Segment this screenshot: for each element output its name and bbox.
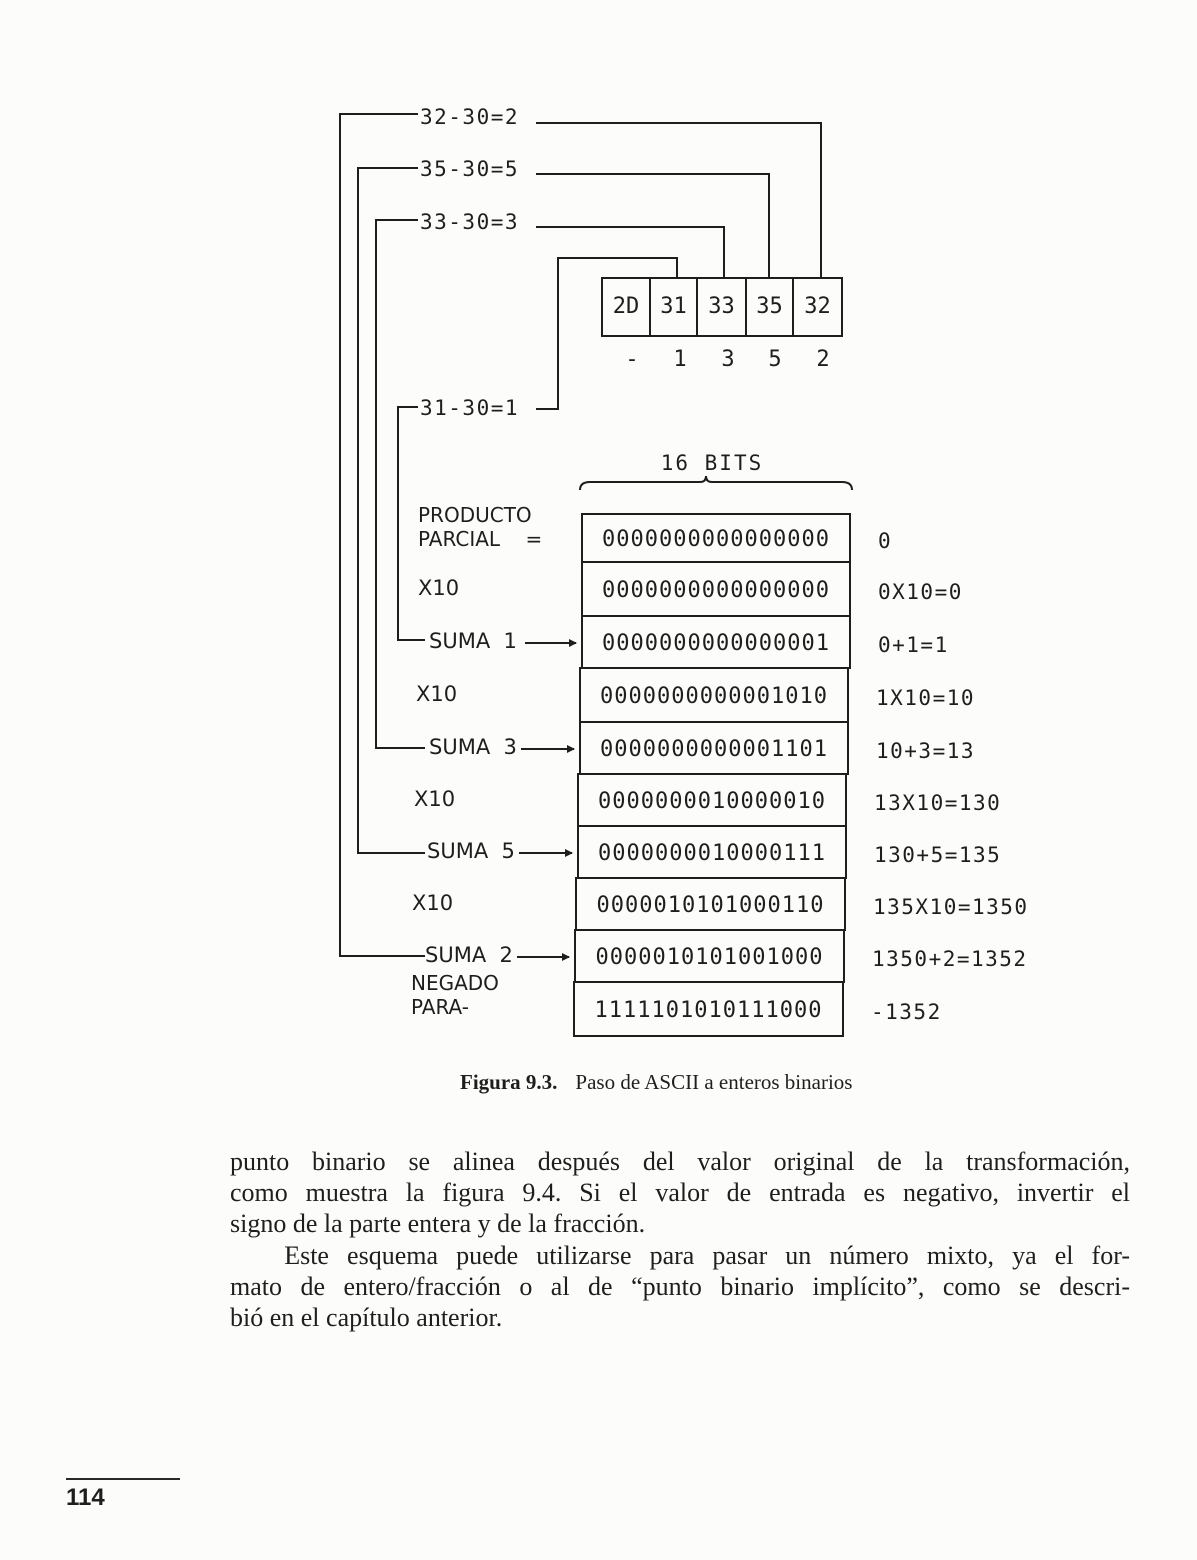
paragraph-line: Este esquema puede utilizarse para pasar un número mixto, ya el for- bbox=[230, 1241, 1130, 1270]
connector-line bbox=[358, 168, 425, 853]
row-result: 10+3=13 bbox=[876, 739, 976, 763]
connector-line bbox=[376, 220, 425, 748]
footer-rule bbox=[66, 1478, 180, 1480]
decoded-digit: - bbox=[625, 347, 639, 372]
row-label: X10 bbox=[412, 891, 454, 915]
subtraction-equation: 35-30=5 bbox=[420, 157, 520, 181]
row-result: 0+1=1 bbox=[878, 633, 949, 657]
register-bits: 1111101010111000 bbox=[594, 998, 823, 1023]
figure-caption-text: Paso de ASCII a enteros binarios bbox=[575, 1070, 853, 1094]
figure-caption bbox=[460, 1070, 852, 1095]
row-label: X10 bbox=[418, 576, 460, 600]
row-label-line: PARA- bbox=[411, 995, 470, 1019]
row-label-line: PRODUCTO bbox=[418, 503, 532, 527]
paragraph-line: signo de la parte entera y de la fracción. bbox=[230, 1209, 646, 1238]
body-paragraph-1 bbox=[230, 1146, 1130, 1239]
row-label: SUMA 1 bbox=[429, 629, 517, 653]
register-bits: 0000000000000000 bbox=[602, 578, 830, 603]
row-label: SUMA 3 bbox=[429, 735, 517, 759]
row-label: SUMA 5 bbox=[427, 839, 515, 863]
decoded-digit: 3 bbox=[721, 347, 735, 372]
figure-number: Figura 9.3. bbox=[460, 1070, 558, 1094]
register-bits: 0000000000001010 bbox=[600, 684, 828, 709]
ascii-cell-value: 32 bbox=[804, 294, 831, 319]
conversion-rows bbox=[411, 503, 1029, 1036]
bits-width-brace bbox=[580, 451, 852, 490]
register-bits: 0000000000000001 bbox=[602, 631, 830, 656]
connector-line bbox=[536, 123, 821, 278]
register-bits: 0000000010000010 bbox=[598, 789, 826, 814]
row-label-line: PARCIAL = bbox=[418, 527, 543, 551]
decoded-digits bbox=[625, 347, 829, 372]
bits-label: 16 BITS bbox=[660, 451, 764, 475]
row-label: SUMA 2 bbox=[425, 943, 513, 967]
connector-line bbox=[340, 114, 425, 956]
row-result: 0X10=0 bbox=[878, 580, 963, 604]
paragraph-line: punto binario se alinea después del valor original de la transformación, bbox=[230, 1147, 1130, 1176]
row-result: 130+5=135 bbox=[874, 843, 1002, 867]
ascii-cell-value: 33 bbox=[708, 294, 735, 319]
connector-line bbox=[536, 227, 724, 278]
row-result: 1350+2=1352 bbox=[872, 947, 1028, 971]
paragraph-line: como muestra la figura 9.4. Si el valor de entrada es negativo, invertir el bbox=[230, 1178, 1130, 1207]
decoded-digit: 1 bbox=[673, 347, 687, 372]
row-label-line: NEGADO bbox=[411, 971, 499, 995]
ascii-cell-value: 31 bbox=[660, 294, 687, 319]
register-bits: 0000010101001000 bbox=[595, 945, 824, 970]
subtraction-equation: 32-30=2 bbox=[420, 105, 520, 129]
row-result: 0 bbox=[878, 529, 893, 553]
brace-icon bbox=[580, 476, 852, 490]
register-bits: 0000000000000000 bbox=[602, 527, 830, 552]
row-label: X10 bbox=[414, 787, 456, 811]
subtraction-equation: 33-30=3 bbox=[420, 210, 520, 234]
ascii-cell-value: 2D bbox=[612, 294, 640, 319]
paragraph-line: mato de entero/fracción o al de “punto binario implícito”, como se descri- bbox=[230, 1272, 1130, 1301]
subtraction-equation: 31-30=1 bbox=[420, 396, 520, 420]
paragraph-line: bió en el capítulo anterior. bbox=[230, 1303, 503, 1332]
row-result: 135X10=1350 bbox=[873, 895, 1029, 919]
row-result: -1352 bbox=[871, 1000, 942, 1024]
page-number: 114 bbox=[66, 1484, 105, 1511]
decoded-digit: 2 bbox=[816, 347, 830, 372]
row-result: 13X10=130 bbox=[874, 791, 1002, 815]
decoded-digit: 5 bbox=[768, 347, 782, 372]
ascii-byte-cells bbox=[602, 278, 842, 336]
connector-line bbox=[536, 258, 677, 409]
row-label: X10 bbox=[416, 682, 458, 706]
register-bits: 0000000010000111 bbox=[598, 841, 826, 866]
register-bits: 0000010101000110 bbox=[596, 893, 825, 918]
row-result: 1X10=10 bbox=[876, 686, 976, 710]
ascii-cell-value: 35 bbox=[756, 294, 783, 319]
register-bits: 0000000000001101 bbox=[600, 737, 828, 762]
subtraction-equations bbox=[420, 105, 519, 420]
body-paragraph-2 bbox=[230, 1240, 1130, 1333]
